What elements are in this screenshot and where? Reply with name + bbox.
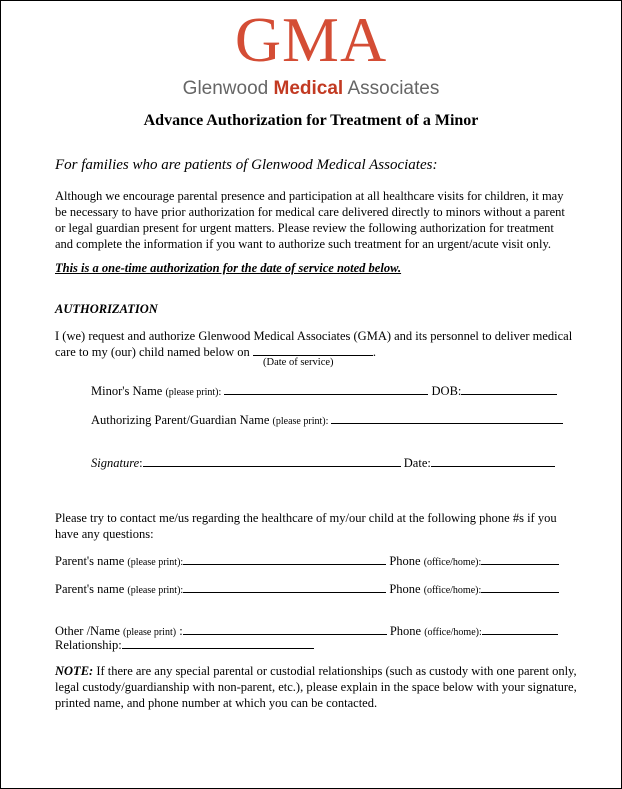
- relationship-label: Relationship:: [55, 638, 122, 652]
- parent-1-phone-label: Phone: [389, 554, 421, 568]
- auth-line-2-text: care to my (our) child named below on: [55, 345, 250, 359]
- parent-2-please-print: (please print):: [127, 585, 184, 596]
- intro-text: For families who are patients of Glenwood Medical Associates:: [55, 157, 438, 173]
- parent-1-office-home: (office/home):: [423, 557, 482, 568]
- other-phone-field[interactable]: [482, 623, 558, 635]
- gma-logo: GMA: [234, 4, 388, 75]
- logo-subtitle: [1, 77, 621, 101]
- relationship-row: [55, 637, 314, 653]
- guardian-name-label: Authorizing Parent/Guardian Name: [91, 413, 270, 427]
- parent-1-please-print: (please print):: [127, 557, 184, 568]
- minor-name-row: [91, 383, 557, 401]
- parent-1-name-label: Parent's name: [55, 554, 125, 568]
- logo-subtitle-left: Glenwood: [182, 78, 269, 99]
- guardian-name-field[interactable]: [331, 412, 563, 424]
- note-text: If there are any special parental or custodial relationships (such as custody with one parent only, legal custody/guardianship with non-parent, etc.), please explain in the space below with your signature, printed name, and phone number at which you can be contacted.: [55, 664, 577, 710]
- logo-subtitle-right: Associates: [347, 78, 440, 99]
- other-row: Other /Name (please print) : Phone (office/home):: [55, 623, 558, 641]
- parent-2-office-home: (office/home):: [423, 585, 482, 596]
- contact-line-2: have any questions:: [55, 527, 154, 541]
- other-please-print: (please print): [123, 627, 177, 638]
- minor-name-label: Minor's Name: [91, 384, 163, 398]
- auth-line-1: I (we) request and authorize Glenwood Medical Associates (GMA) and its personnel to deliver medical: [55, 329, 573, 343]
- relationship-field[interactable]: [122, 637, 314, 649]
- parent-1-name-field[interactable]: [183, 553, 386, 565]
- authorization-heading: AUTHORIZATION: [55, 302, 158, 316]
- date-label: Date:: [403, 456, 431, 470]
- other-office-home: (office/home):: [424, 627, 482, 638]
- guardian-please-print: (please print):: [272, 416, 329, 427]
- contact-line-1: Please try to contact me/us regarding the healthcare of my/our child at the following phone #s if you: [55, 511, 557, 525]
- signature-field[interactable]: [143, 455, 401, 467]
- note-paragraph: [55, 663, 579, 711]
- parent-2-phone-field[interactable]: [481, 581, 559, 593]
- other-name-field[interactable]: [183, 623, 387, 635]
- dob-label: DOB:: [431, 384, 462, 398]
- other-phone-label: Phone: [389, 624, 422, 638]
- parent-2-name-field[interactable]: [183, 581, 386, 593]
- form-title: Advance Authorization for Treatment of a Minor: [143, 112, 479, 129]
- parent-2-phone-label: Phone: [389, 582, 421, 596]
- date-of-service-field[interactable]: [253, 344, 373, 356]
- signature-row: Signature: Date:: [91, 455, 555, 471]
- one-time-notice: This is a one-time authorization for the date of service noted below.: [55, 261, 402, 275]
- signature-label: Signature: [91, 456, 140, 470]
- date-field[interactable]: [431, 455, 555, 467]
- parent-2-name-label: Parent's name: [55, 582, 125, 596]
- date-of-service-label: (Date of service): [263, 357, 334, 368]
- auth-line-2: care to my (our) child named below on .: [55, 345, 376, 359]
- dob-field[interactable]: [461, 383, 557, 395]
- guardian-name-row: [91, 412, 563, 430]
- other-name-label: Other /Name: [55, 624, 120, 638]
- intro-paragraph: Although we encourage parental presence and participation at all healthcare visits for children, it may be necessary to have prior authorization for medical care delivered directly to minors without a parent or legal guardian present for urgent matters. Please review the following authorization for treatment and complete the information if you want to authorize such treatment for an urgent/acute visit only.: [55, 189, 565, 251]
- minor-please-print: (please print):: [165, 387, 222, 398]
- minor-name-field[interactable]: [224, 383, 428, 395]
- note-label: NOTE:: [55, 664, 94, 678]
- parent-2-row: [55, 581, 559, 599]
- parent-1-row: [55, 553, 559, 571]
- parent-1-phone-field[interactable]: [481, 553, 559, 565]
- logo-subtitle-medical: Medical: [273, 78, 344, 99]
